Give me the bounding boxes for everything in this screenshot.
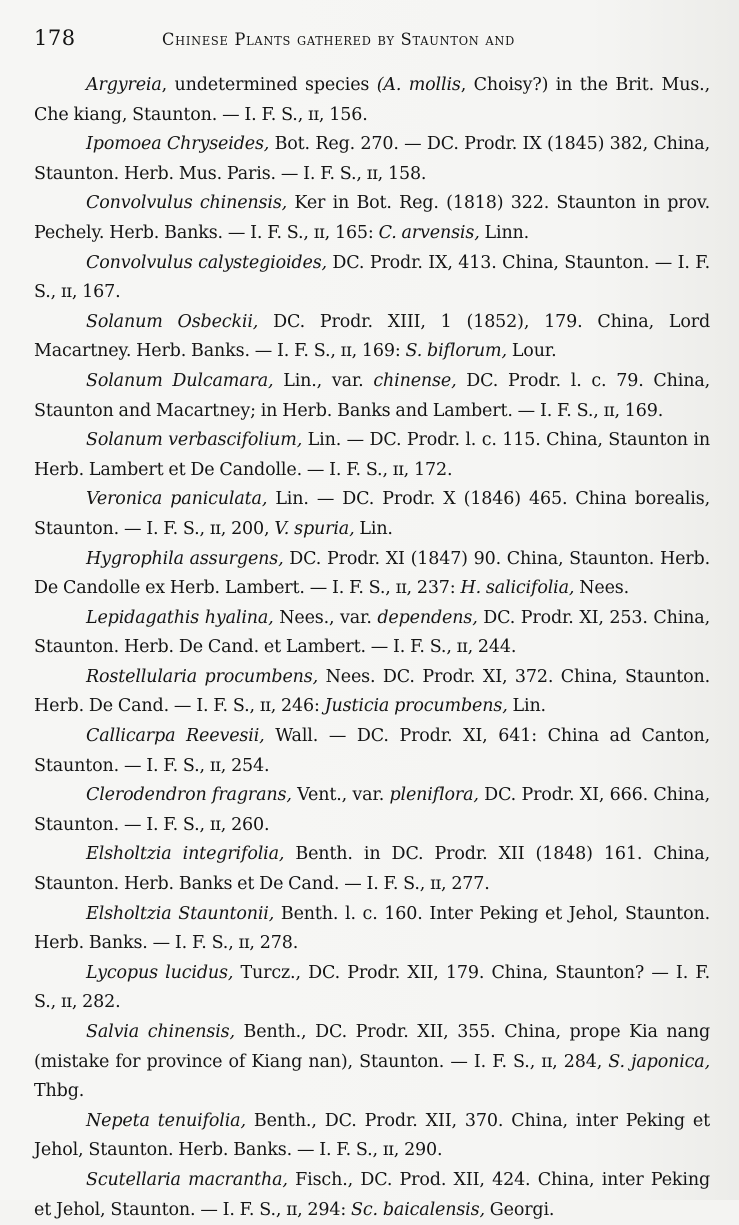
- italic-name: Elsholtzia Stauntonii,: [86, 903, 275, 924]
- entry-text: Nees.: [574, 578, 630, 599]
- entry-text: Turcz., DC. Prodr. XII, 179. China, Staunton? — I. F. S., ɪɪ, 282.: [34, 962, 710, 1013]
- running-head: Chinese Plants gathered by Staunton and: [162, 30, 516, 50]
- species-entry: [34, 249, 710, 308]
- species-entry: [34, 485, 710, 544]
- italic-name: Sc. baicalensis,: [351, 1199, 485, 1220]
- italic-name: Callicarpa Reevesii,: [86, 726, 265, 747]
- italic-name: Hygrophila assurgens,: [86, 548, 284, 569]
- italic-name: Scutellaria macrantha,: [86, 1169, 288, 1190]
- entry-text: , Choisy?) in the Brit. Mus., Che kiang, Staunton. — I. F. S., ɪɪ, 156.: [34, 75, 711, 125]
- italic-name: Convolvulus calystegioides,: [86, 252, 327, 273]
- species-entry: [34, 663, 710, 722]
- entry-text: Benth. l. c. 160. Inter Peking et Jehol, Staunton. Herb. Banks. — I. F. S., ɪɪ, 278.: [34, 903, 710, 954]
- entry-text: DC. Prodr. XI, 666. China, Staunton. — I. F. S., ɪɪ, 260.: [34, 785, 710, 835]
- entry-text: Lin., var.: [273, 370, 374, 391]
- italic-name: H. salicifolia,: [460, 578, 575, 599]
- italic-name: Argyreia: [86, 75, 162, 95]
- entry-text: Fisch., DC. Prod. XII, 424. China, inter Peking et Jehol, Staunton. — I. F. S., ɪɪ, 294:: [34, 1169, 711, 1220]
- species-entry: [34, 604, 710, 663]
- species-entry: [34, 1107, 710, 1166]
- italic-name: Elsholtzia integrifolia,: [86, 844, 285, 865]
- italic-name: Veronica paniculata,: [86, 489, 268, 510]
- species-entry: [34, 545, 710, 604]
- species-entry: [34, 130, 710, 189]
- entry-text: DC. Prodr. IX, 413. China, Staunton. — I. F. S., ɪɪ, 167.: [34, 252, 710, 303]
- entry-text: Thbg.: [34, 1081, 85, 1102]
- species-entry: [34, 308, 710, 367]
- italic-name: Convolvulus chinensis,: [86, 193, 288, 214]
- entry-text: DC. Prodr. XI, 253. China, Staunton. Herb. De Cand. et Lambert. — I. F. S., ɪɪ, 244.: [34, 607, 710, 658]
- italic-name: Solanum Osbeckii,: [86, 311, 259, 332]
- species-entry: [34, 722, 710, 781]
- italic-name: S. japonica,: [608, 1051, 710, 1072]
- entry-text: DC. Prodr. XI (1847) 90. China, Staunton. Herb. De Candolle ex Herb. Lambert. — I. F. S., ɪɪ, 237:: [34, 548, 710, 599]
- entry-text: Vent., var.: [291, 785, 390, 806]
- entry-text: Benth., DC. Prodr. XII, 370. China, inter Peking et Jehol, Staunton. Herb. Banks. — I. F. S., ɪɪ, 290.: [34, 1110, 710, 1161]
- italic-name: Lycopus lucidus,: [86, 962, 234, 983]
- entry-text: Benth. in DC. Prodr. XII (1848) 161. China, Staunton. Herb. Banks et De Cand. — I. F. S., ɪɪ, 277.: [34, 844, 710, 895]
- entry-text: Ker in Bot. Reg. (1818) 322. Staunton in prov. Pechely. Herb. Banks. — I. F. S., ɪɪ, 165:: [34, 193, 710, 243]
- entry-text: DC. Prodr. XIII, 1 (1852), 179. China, Lord Macartney. Herb. Banks. — I. F. S., ɪɪ, 169:: [34, 311, 710, 362]
- entry-text: Linn.: [479, 222, 530, 243]
- entry-text: Lin.: [354, 518, 393, 539]
- italic-name: Ipomoea Chryseides,: [86, 134, 270, 155]
- italic-name: Justicia procumbens,: [324, 696, 508, 717]
- species-entry: [34, 426, 710, 485]
- entry-text: Lour.: [506, 341, 557, 362]
- species-entry: [34, 367, 710, 426]
- species-entry: [34, 900, 710, 959]
- species-entry: [34, 1166, 710, 1225]
- species-entry: [34, 1018, 710, 1107]
- italic-name: dependens,: [377, 607, 478, 628]
- entry-text: , undetermined species: [161, 75, 377, 95]
- italic-name: Nepeta tenuifolia,: [86, 1110, 246, 1131]
- entry-text: Lin. — DC. Prodr. l. c. 115. China, Staunton in Herb. Lambert et De Candolle. — I. F. S., ɪɪ, 172.: [34, 430, 710, 480]
- species-entry: [34, 959, 710, 1018]
- entry-text: Nees., var.: [273, 607, 378, 628]
- italic-name: Solanum verbascifolium,: [86, 430, 303, 451]
- italic-name: Rostellularia procumbens,: [86, 666, 319, 687]
- italic-name: V. spuria,: [274, 518, 355, 539]
- italic-name: Solanum Dulcamara,: [86, 370, 274, 391]
- italic-name: Salvia chinensis,: [86, 1022, 235, 1042]
- entry-text: DC. Prodr. l. c. 79. China, Staunton and Macartney; in Herb. Banks and Lambert. — I. F. S., ɪɪ, 169.: [34, 370, 711, 421]
- entry-text: Georgi.: [484, 1199, 555, 1220]
- italic-name: Clerodendron fragrans,: [86, 785, 292, 806]
- entry-text: Benth., DC. Prodr. XII, 355. China, prope Kia nang (mistake for province of Kiang nan), Staunton. — I. F. S., ɪɪ, 284,: [34, 1022, 710, 1072]
- species-entry: [34, 840, 710, 899]
- page-number: 178: [34, 26, 76, 50]
- entry-text: Lin.: [507, 696, 546, 717]
- species-entry: [34, 71, 710, 130]
- italic-name: pleniflora,: [389, 785, 479, 806]
- italic-name: chinense,: [373, 370, 457, 391]
- italic-name: (A. mollis: [376, 75, 461, 95]
- species-entry: [34, 781, 710, 840]
- species-list: [34, 71, 710, 1225]
- italic-name: Lepidagathis hyalina,: [86, 607, 274, 628]
- entry-text: Wall. — DC. Prodr. XI, 641: China ad Canton, Staunton. — I. F. S., ɪɪ, 254.: [34, 726, 710, 776]
- entry-text: Bot. Reg. 270. — DC. Prodr. IX (1845) 382, China, Staunton. Herb. Mus. Paris. — I. F. S., ɪɪ, 158.: [34, 134, 710, 184]
- italic-name: C. arvensis,: [378, 222, 480, 243]
- species-entry: [34, 189, 710, 248]
- entry-text: Lin. — DC. Prodr. X (1846) 465. China borealis, Staunton. — I. F. S., ɪɪ, 200,: [34, 489, 710, 539]
- italic-name: S. biflorum,: [405, 341, 507, 362]
- entry-text: Nees. DC. Prodr. XI, 372. China, Staunton. Herb. De Cand. — I. F. S., ɪɪ, 246:: [34, 666, 710, 717]
